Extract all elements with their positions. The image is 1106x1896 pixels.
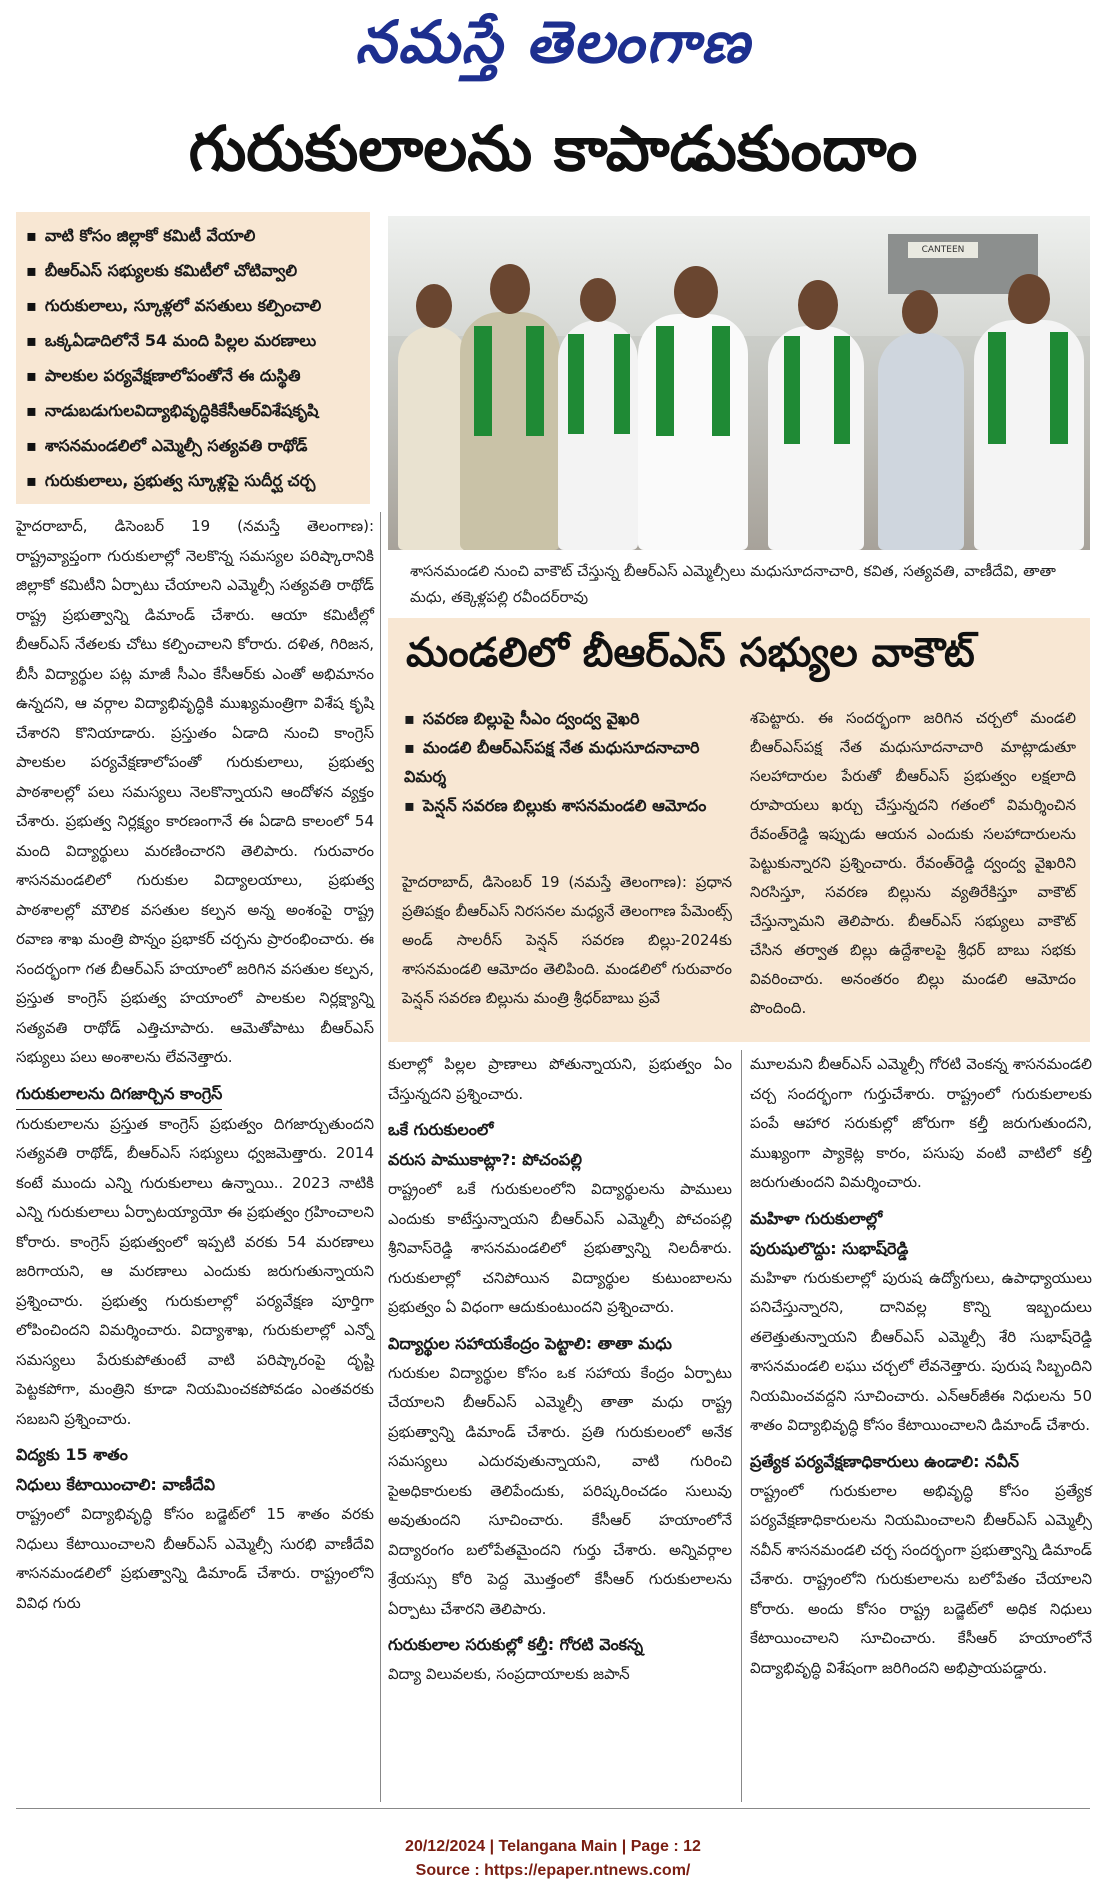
green-scarf bbox=[614, 334, 630, 434]
person-figure bbox=[398, 326, 468, 550]
subhead-naveen: ప్రత్యేక పర్యవేక్షణాధికారులు ఉండాలి: నవీన్ bbox=[750, 1451, 1019, 1471]
green-scarf bbox=[1050, 332, 1068, 444]
green-scarf bbox=[712, 326, 730, 436]
subhead-congress: గురుకులాలను దిగజార్చిన కాంగ్రెస్ bbox=[16, 1079, 222, 1110]
person-figure bbox=[878, 332, 964, 550]
highlights-box bbox=[16, 212, 370, 504]
highlight-item: ▪ ఒక్కఏడాదిలోనే 54 మంది పిల్లల మరణాలు bbox=[26, 323, 360, 358]
highlight-item: ▪ నాడుబడుగులవిద్యాభివృద్ధికికేసీఆర్‌విశేషకృషి bbox=[26, 393, 360, 428]
main-story-column-1 bbox=[16, 512, 374, 1618]
highlight-item: ▪ పాలకుల పర్యవేక్షణాలోపంతోనే ఈ దుస్థితి bbox=[26, 358, 360, 393]
subhead-snakebites: ఒకే గురుకులంలో bbox=[388, 1120, 494, 1139]
sub-story-box bbox=[388, 618, 1090, 1042]
green-scarf bbox=[526, 326, 544, 436]
subhead-education-15: విద్యకు 15 శాతం bbox=[16, 1445, 128, 1464]
highlight-item: ▪ గురుకులాలు, ప్రభుత్వ స్కూళ్లపై సుదీర్ఘ చర్చ bbox=[26, 463, 360, 498]
highlight-item: ▪ శాసనమండలిలో ఎమ్మెల్సీ సత్యవతి రాథోడ్ bbox=[26, 428, 360, 463]
paragraph: గురుకులాలను ప్రస్తుత కాంగ్రెస్ ప్రభుత్వం దిగజార్చుతుందని సత్యవతి రాథోడ్, బీఆర్ఎస్ సభ్యులు ధ్వజమెత్తారు. 2014 కంటే ముందు ఎన్ని గురుకులాలు ఉన్నాయి.. 2023 నాటికి ఎన్ని గురుకులాలు ఏర్పాటయ్యాయో ఈ ప్రభుత్వం గ్రహించాలని కోరారు. కాంగ్రెస్ ప్రభుత్వంలో ఇప్పటి వరకు 54 మరణాలు జరిగాయని, ఆ మరణాలు ఎందుకు జరుగుతున్నాయని ప్రశ్నించారు. ప్రభుత్వ గురుకులాల్లో పర్యవేక్షణ పూర్తిగా లోపించిందని విమర్శించారు. విద్యాశాఖ, గురుకులాల్లో ఎన్నో సమస్యలు పేరుకుపోతుంటే వాటి పరిష్కారంపై దృష్టి పెట్టకపోగా, మంత్రిని కూడా నియమించకపోవడం ఎంతవరకు సబబని ప్రశ్నించారు. bbox=[16, 1114, 374, 1428]
person-figure bbox=[638, 314, 748, 550]
main-story-column-2 bbox=[388, 1050, 732, 1690]
green-scarf bbox=[784, 336, 800, 444]
person-head bbox=[416, 284, 452, 328]
green-scarf bbox=[988, 332, 1006, 444]
green-scarf bbox=[834, 336, 850, 444]
person-head bbox=[490, 264, 530, 314]
sub-story-points bbox=[404, 704, 734, 820]
paragraph: విద్యా విలువలకు, సంప్రదాయాలకు జపాన్ bbox=[388, 1665, 630, 1683]
subhead-goreti: గురుకులాల సరుకుల్లో కల్తీ: గోరటి వెంకన్న bbox=[388, 1635, 644, 1654]
person-head bbox=[902, 290, 938, 334]
bottom-rule bbox=[16, 1808, 1090, 1809]
footer-edition-info: 20/12/2024 | Telangana Main | Page : 12 bbox=[405, 1838, 701, 1855]
sub-story-text-a: హైదరాబాద్, డిసెంబర్ 19 (నమస్తే తెలంగాణ): ప్రధాన ప్రతిపక్షం బీఆర్ఎస్ నిరసనల మధ్యనే తెలంగాణ పేమెంట్స్ అండ్ సాలరీస్ పెన్షన్ సవరణ బిల్లు-2024కు శాసనమండలి ఆమోదం తెలిపింది. మండలిలో గురువారం పెన్షన్ సవరణ బిల్లును మంత్రి శ్రీధర్‌బాబు ప్రవే bbox=[402, 873, 732, 1007]
highlight-item: ▪ వాటి కోసం జిల్లాకో కమిటీ వేయాలి bbox=[26, 218, 360, 253]
person-head bbox=[1008, 274, 1050, 324]
paragraph: గురుకుల విద్యార్థుల కోసం ఒక సహాయ కేంద్రం ఏర్పాటు చేయాలని బీఆర్ఎస్ ఎమ్మెల్సీ తాతా మధు రాష్ట్ర ప్రభుత్వాన్ని డిమాండ్ చేశారు. ప్రతి గురుకులంలో అనేక సమస్యలు ఎదురవుతున్నాయని, వాటి గురించి పైఅధికారులకు తెలిపేందుకు, పరిష్కరించడం సులువు అవుతుందని సూచించారు. కేసీఆర్ హయాంలోనే విద్యారంగం బలోపేతమైందని గుర్తు చేశారు. అన్నివర్గాల శ్రేయస్సు కోరి పెద్ద మొత్తంలో కేసీఆర్ గురుకులాలను ఏర్పాటు చేశారని తెలిపారు. bbox=[388, 1363, 732, 1618]
paragraph: కులాల్లో పిల్లల ప్రాణాలు పోతున్నాయని, ప్రభుత్వం ఏం చేస్తున్నదని ప్రశ్నించారు. bbox=[388, 1055, 732, 1103]
sub-story-text-b: శపెట్టారు. ఈ సందర్భంగా జరిగిన చర్చలో మండలి బీఆర్ఎస్‌పక్ష నేత మధుసూదనాచారి మాట్లాడుతూ సలహాదారుల పేరుతో బీఆర్ఎస్ ప్రభుత్వం లక్షలాది రూపాయలు ఖర్చు చేస్తున్నదని గతంలో విమర్శించిన రేవంత్‌రెడ్డి ఇప్పుడు ఆయన ఎందుకు సలహాదారులను పెట్టుకున్నారని ప్రశ్నించారు. రేవంత్‌రెడ్డి ద్వంద్వ వైఖరిని నిరసిస్తూ, సవరణ బిల్లును వ్యతిరేకిస్తూ వాకౌట్ చేస్తున్నామని తెలిపారు. బీఆర్ఎస్ సభ్యులు వాకౌట్ చేసిన తర్వాత బిల్లు ఉద్దేశాలపై శ్రీధర్ బాబు సభకు వివరించారు. అనంతరం బిల్లు మండలి ఆమోదం పొందింది. bbox=[750, 709, 1076, 1017]
news-photo bbox=[388, 216, 1090, 550]
subhead-vanidevi: నిధులు కేటాయించాలి: వాణీదేవి bbox=[16, 1475, 216, 1494]
column-rule bbox=[380, 512, 381, 1802]
sub-story-headline: మండలిలో బీఆర్ఎస్ సభ్యుల వాకౌట్ bbox=[406, 630, 975, 676]
canteen-sign: CANTEEN bbox=[908, 242, 978, 258]
paragraph: రాష్ట్రంలో ఒకే గురుకులంలోని విద్యార్థులను పాములు ఎందుకు కాటేస్తున్నాయని బీఆర్ఎస్ ఎమ్మెల్సీ పోచంపల్లి శ్రీనివాస్‌రెడ్డి శాసనమండలిలో ప్రభుత్వాన్ని నిలదీశారు. గురుకులాల్లో చనిపోయిన విద్యార్థుల కుటుంబాలను ప్రభుత్వం ఏ విధంగా ఆదుకుంటుందని ప్రశ్నించారు. bbox=[388, 1180, 732, 1316]
highlight-item: ▪ గురుకులాలు, స్కూళ్లలో వసతులు కల్పించాలి bbox=[26, 288, 360, 323]
main-story-column-3 bbox=[750, 1050, 1092, 1683]
sub-story-point: ▪ సవరణ బిల్లుపై సీఎం ద్వంద్వ వైఖరి bbox=[404, 704, 734, 733]
green-scarf bbox=[474, 326, 492, 436]
person-head bbox=[674, 266, 718, 318]
highlight-item: ▪ బీఆర్ఎస్ సభ్యులకు కమిటీలో చోటివ్వాలి bbox=[26, 253, 360, 288]
green-scarf bbox=[656, 326, 674, 436]
green-scarf bbox=[568, 334, 584, 434]
subhead-subhash-reddy: పురుషులొద్దు: సుభాష్‌రెడ్డి bbox=[750, 1238, 909, 1258]
person-head bbox=[580, 278, 616, 322]
paragraph: మహిళా గురుకులాల్లో పురుష ఉద్యోగులు, ఉపాధ్యాయులు పనిచేస్తున్నారని, దానివల్ల కొన్ని ఇబ్బందులు తలెత్తుతున్నాయని బీఆర్ఎస్ ఎమ్మెల్సీ శేరి సుభాష్‌రెడ్డి శాసనమండలి లఘు చర్చలో లేవనెత్తారు. పురుష సిబ్బందిని నియమించవద్దని సూచించారు. ఎన్ఆర్‌జీఈ నిధులను 50 శాతం విద్యాభివృద్ధి కోసం కేటాయించాలని డిమాండ్ చేశారు. bbox=[750, 1268, 1092, 1434]
paragraph: మూలమని బీఆర్ఎస్ ఎమ్మెల్సీ గోరటి వెంకన్న శాసనమండలి చర్చ సందర్భంగా గుర్తుచేశారు. రాష్ట్రంలో గురుకులాలకు పంపే ఆహార సరుకుల్లో జోరుగా కల్తీ జరుగుతుందని, ముఖ్యంగా ప్యాకెట్ల కారం, పసుపు వంటి వాటిలో కల్తీ జరుగుతుందని విమర్శించారు. bbox=[750, 1055, 1092, 1191]
column-rule bbox=[741, 1050, 742, 1802]
photo-caption: శాసనమండలి నుంచి వాకౌట్ చేస్తున్న బీఆర్ఎస్ ఎమ్మెల్సీలు మధుసూదనాచారి, కవిత, సత్యవతి, వాణీదేవి, తాతా మధు, తక్కెళ్లపల్లి రవీందర్‌రావు bbox=[388, 555, 1090, 613]
sub-story-point: ▪ మండలి బీఆర్ఎస్‌పక్ష నేత మధుసూదనాచారి విమర్శ bbox=[404, 733, 734, 791]
masthead-logo: నమస్తే తెలంగాణ bbox=[355, 8, 751, 76]
paragraph: రాష్ట్రంలో విద్యాభివృద్ధి కోసం బడ్జెట్‌లో 15 శాతం వరకు నిధులు కేటాయించాలని బీఆర్ఎస్ ఎమ్మెల్సీ సురభి వాణీదేవి శాసనమండలిలో ప్రభుత్వాన్ని డిమాండ్ చేశారు. రాష్ట్రంలోని వివిధ గురు bbox=[16, 1505, 374, 1612]
sub-story-point: ▪ పెన్షన్ సవరణ బిల్లుకు శాసనమండలి ఆమోదం bbox=[404, 791, 734, 820]
footer-source-link[interactable]: Source : https://epaper.ntnews.com/ bbox=[415, 1862, 691, 1879]
subhead-women-gurukuls: మహిళా గురుకులాల్లో bbox=[750, 1208, 883, 1228]
subhead-pochampally: వరుస పాముకాట్లా?: పోచంపల్లి bbox=[388, 1150, 582, 1169]
person-head bbox=[798, 280, 838, 330]
main-story-lead: హైదరాబాద్, డిసెంబర్ 19 (నమస్తే తెలంగాణ): రాష్ట్రవ్యాప్తంగా గురుకులాల్లో నెలకొన్న సమస్యల పరిష్కారానికి జిల్లాకో కమిటీని ఏర్పాటు చేయాలని ఎమ్మెల్సీ సత్యవతి రాథోడ్ రాష్ట్ర ప్రభుత్వాన్ని డిమాండ్ చేశారు. ఆయా కమిటీల్లో బీఆర్ఎస్ నేతలకు చోటు కల్పించాలని కోరారు. దళిత, గిరిజన, బీసీ విద్యార్థుల పట్ల మాజీ సీఎం కేసీఆర్‌కు ఎంతో అభిమానం ఉన్నదని, ఆ వర్గాల విద్యాభివృద్ధికి ముఖ్యమంత్రిగా విశేష కృషి చేశారని కొనియాడారు. ప్రస్తుతం ఏడాది నుంచి కాంగ్రెస్ పాలకుల పర్యవేక్షణాలోపంతో గురుకులాలు, ప్రభుత్వ పాఠశాలల్లో పలు సమస్యలు నెలకొన్నాయని ఆందోళన వ్యక్తం చేశారు. ప్రభుత్వ నిర్లక్ష్యం కారణంగానే ఈ ఏడాది కాలంలో 54 మంది విద్యార్థులు మరణించారని తెలిపారు. గురువారం శాసనమండలిలో గురుకుల విద్యాలయాలు, ప్రభుత్వ పాఠశాలల్లో మౌలిక వసతుల కల్పన అన్న అంశంపై రాష్ట్ర రవాణ శాఖ మంత్రి పొన్నం ప్రభాకర్ చర్చను ప్రారంభించారు. ఈ సందర్భంగా గత బీఆర్ఎస్ హయాంలో జరిగిన వసతుల కల్పన, ప్రస్తుత కాంగ్రెస్ ప్రభుత్వ హయాంలో పాలకుల నిర్లక్ష్యాన్ని సత్యవతి రాథోడ్ ఎత్తిచూపారు. ఆమెతోపాటు బీఆర్ఎస్ సభ్యులు పలు అంశాలను లేవనెత్తారు. bbox=[16, 517, 374, 1066]
paragraph: రాష్ట్రంలో గురుకులాల అభివృద్ధి కోసం ప్రత్యేక పర్యవేక్షణాధికారులను నియమించాలని బీఆర్ఎస్ ఎమ్మెల్సీ నవీన్ శాసనమండలి చర్చ సందర్భంగా ప్రభుత్వాన్ని డిమాండ్ చేశారు. రాష్ట్రంలోని గురుకులాలను బలోపేతం చేయాలని కోరారు. అందు కోసం రాష్ట్ర బడ్జెట్‌లో అధిక నిధులు కేటాయించాలని సూచించారు. కేసీఆర్ హయాంలోనే విద్యాభివృద్ధి విశేషంగా జరిగిందని అభిప్రాయపడ్డారు. bbox=[750, 1481, 1092, 1677]
subhead-tata-madhu: విద్యార్థుల సహాయకేంద్రం పెట్టాలి: తాతా మధు bbox=[388, 1333, 672, 1353]
main-headline: గురుకులాలను కాపాడుకుందాం bbox=[188, 112, 918, 185]
